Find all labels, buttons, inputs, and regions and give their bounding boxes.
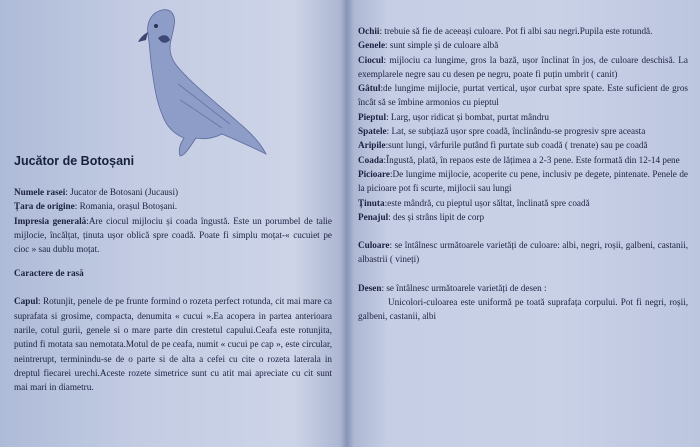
- traits-heading: Caractere de rasă: [14, 268, 84, 279]
- eyes-line: [358, 24, 688, 38]
- plumage-value: : des și strâns lipit de corp: [388, 211, 485, 222]
- wings-value: :sunt lungi, vârfurile putând fi purtate sub coadă ( trenate) sau pe coadă: [385, 140, 648, 151]
- eyelids-value: : sunt simple și de culoare albă: [385, 40, 499, 51]
- country-value: : Romania, orașul Botoșani.: [74, 201, 178, 212]
- impression-value: :Are ciocul mijlociu și coada îngustă. Este un porumbel de talie mijlocie, încălțat, ținuta ușor oblică spre coadă. Poate fi simplu moțat-« cucuiet pe cioc » sau dublu moțat.: [14, 215, 333, 255]
- head-label: Capul: [14, 296, 39, 307]
- pattern-label: Desen: [358, 282, 382, 293]
- plumage-label: Penajul: [358, 211, 389, 222]
- beak-paragraph: [358, 53, 688, 82]
- head-value: : Rotunjit, penele de pe frunte formind o rozeta perfect rotunda, cit mai mare ca suprafata si grosime, compacta, denumita « cucui ».Ea acopera in partea anterioara narile, cotul gurii, genele si o mare parte din crestetul capului.Ceafa este rotunjita, putind fi motata sau nemotata.Motul de pe ceafa, numit « cucui pe cap », este circular, neintrerupt, terminindu-se de o parte si de alta a cefei cu cite o rozeta laterala in dreptul fiecarei urechi.Aceste rozete simetrice sunt cu atit mai apreciate cu cit sunt mai mari in diametru.: [14, 296, 332, 393]
- eyes-label: Ochii: [358, 26, 380, 36]
- chest-value: : Larg, ușor ridicat și bombat, purtat mândru: [386, 111, 549, 122]
- eyes-value: : trebuie să fie de aceeași culoare. Pot fi albi sau negri.Pupila este rotundă.: [379, 26, 653, 36]
- chest-label: Pieptul: [358, 111, 387, 122]
- color-paragraph: [358, 238, 688, 267]
- wings-label: Aripile: [358, 140, 386, 151]
- color-value: : se întâlnesc următoarele varietăți de culoare: albi, negri, roșii, galbeni, castanii, albastrii ( vineți): [358, 240, 688, 265]
- legs-label: Picioare: [358, 168, 390, 179]
- neck-paragraph: [358, 81, 688, 110]
- neck-label: Gâtul: [358, 83, 381, 94]
- left-page-text: [14, 154, 332, 395]
- color-label: Culoare: [358, 240, 390, 251]
- stance-label: Ținuta: [358, 197, 385, 208]
- legs-paragraph: [358, 167, 688, 196]
- book-gutter: [340, 0, 354, 447]
- wings-line: [358, 138, 688, 152]
- pattern-line: [358, 281, 688, 295]
- beak-value: : mijlociu ca lungime, gros la bază, ușor înclinat în jos, de culoare deschisă. La exemplarele negre sau cu desen pe negru, poate fi puțin umbrit ( canit): [358, 54, 688, 79]
- stance-value: :este mândră, cu pieptul ușor săltat, înclinată spre coadă: [384, 197, 590, 208]
- tail-label: Coada: [358, 154, 384, 165]
- right-page-text: [358, 24, 688, 324]
- breed-name-line: [14, 185, 332, 199]
- legs-value: :De lungime mijlocie, acoperite cu pene, inclusiv pe degete, pintenate. Penele de la picioare pot fi scurte, mijlocii sau lungi: [358, 168, 688, 194]
- breed-name-label: Numele rasei: [14, 187, 66, 197]
- eyelids-line: [358, 38, 688, 52]
- breed-name-value: : Jucator de Botosani (Jucausi): [65, 187, 179, 197]
- country-label: Țara de origine: [14, 201, 75, 212]
- neck-value: :de lungime mijlocie, purtat vertical, ușor curbat spre spate. Este suficient de gros încât să se îmbine armonios cu pieptul: [358, 83, 688, 108]
- stance-line: [358, 196, 688, 210]
- pattern-detail: Unicolori-culoarea este uniformă pe toată suprafața corpului. Pot fi negri, roșii, galbeni, castanii, albi: [358, 297, 688, 322]
- breed-title: Jucător de Botoșani: [14, 154, 135, 168]
- beak-label: Ciocul: [358, 54, 384, 65]
- plumage-line: [358, 210, 688, 224]
- head-paragraph: [14, 294, 332, 394]
- pattern-value: : se întâlnesc următoarele varietăți de desen :: [381, 282, 547, 293]
- chest-line: [358, 110, 688, 124]
- back-label: Spatele: [358, 126, 387, 137]
- eyelids-label: Genele: [358, 40, 386, 51]
- impression-label: Impresia generală: [14, 215, 87, 226]
- beak-shape: [138, 32, 148, 42]
- back-value: : Lat, se subțiază ușor spre coadă, înclinându-se progresiv spre aceasta: [386, 126, 646, 137]
- back-line: [358, 124, 688, 138]
- impression-paragraph: [14, 214, 332, 257]
- eye-shape: [154, 24, 158, 28]
- tail-paragraph: [358, 153, 688, 167]
- country-line: [14, 199, 332, 213]
- pigeon-illustration: [118, 4, 268, 158]
- tail-value: :Îngustă, plată, în repaos este de lățimea a 2-3 pene. Este formată din 12-14 pene: [383, 154, 680, 165]
